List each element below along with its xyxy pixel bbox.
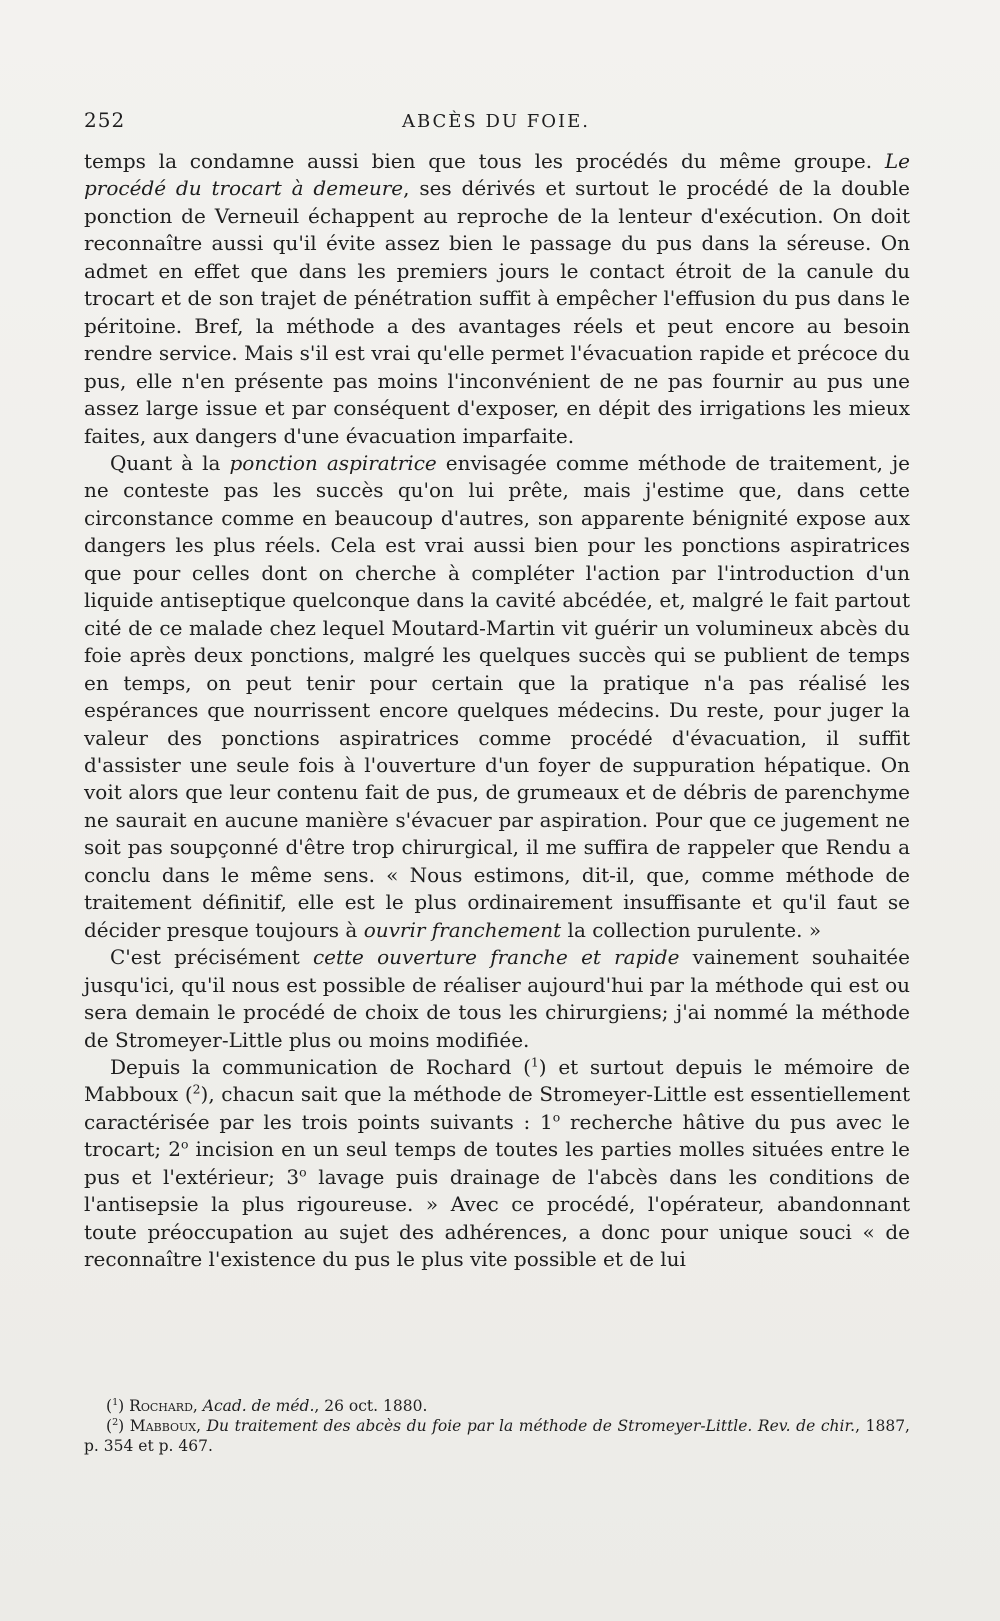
italic-run: ouvrir franchement xyxy=(363,917,562,942)
superscript: 2 xyxy=(192,1081,201,1097)
paragraph xyxy=(84,148,910,450)
paragraph xyxy=(84,1054,910,1274)
footnote xyxy=(84,1416,910,1456)
text-run: Depuis la communication de Rochard ( xyxy=(110,1054,531,1079)
text-run: ) et surtout depuis le mémoire de Mabboux ( xyxy=(84,1054,910,1107)
text-run: temps la condamne aussi bien que tous les procédés du même groupe. xyxy=(84,149,885,173)
text-run: recherche hâtive du pus avec le trocart; 2 xyxy=(84,1109,910,1162)
author-name: Mabboux xyxy=(129,1417,197,1435)
text-run: incision en un seul temps de toutes les parties molles situées entre le pus et l'extérieur; 3 xyxy=(84,1137,910,1189)
running-header xyxy=(84,108,908,138)
paragraph xyxy=(84,944,910,1054)
italic-run: Le procédé du trocart à demeure xyxy=(84,149,910,201)
text-run: ( xyxy=(106,1417,113,1435)
text-run: , 26 oct. 1880. xyxy=(314,1397,428,1415)
text-run: C'est précisément xyxy=(110,945,313,970)
italic-run: Du traitement des abcès du foie par la méthode de Stromeyer-Little. Rev. de chir. xyxy=(206,1417,856,1435)
superscript: 1 xyxy=(112,1396,119,1408)
text-run: lavage puis drainage de l'abcès dans les conditions de l'antisepsie la plus rigoureuse. » Avec ce procédé, l'opérateur, abandonnant toute préoccupation au sujet des adhérences, a donc pour unique souci « de reconnaître l'existence du pus le plus vite possible et de lui xyxy=(84,1164,910,1272)
superscript: 2 xyxy=(112,1416,119,1428)
text-run: , 1887, p. 354 et p. 467. xyxy=(84,1417,910,1455)
footnote xyxy=(84,1396,910,1416)
italic-run: ponction aspiratrice xyxy=(229,450,437,475)
author-name: Rochard xyxy=(129,1397,193,1415)
text-run: Quant à la xyxy=(110,450,230,475)
text-run: , xyxy=(192,1397,203,1415)
text-run: envisagée comme méthode de traitement, je ne conteste pas les succès qu'on lui prête, mais j'estime que, dans cette circonstance comme en beaucoup d'autres, son apparente bénignité expose aux dangers les plus réels. Cela est vrai aussi bien pour les ponctions aspiratrices que pour celles dont on cherche à compléter l'action par l'introduction d'un liquide antiseptique quelconque dans la cavité abcédée, et, malgré le fait partout cité de ce malade chez lequel Moutard-Martin vit guérir un volumineux abcès du foie après deux ponctions, malgré les quelques succès qui se publient de temps en temps, on peut tenir pour certain que la pratique n'a pas réalisé les espérances que nourrissent encore quelques médecins. Du reste, pour juger la valeur des ponctions aspiratrices comme procédé d'évacuation, il suffit d'assister une seule fois à l'ouverture d'un foyer de suppuration hépatique. On voit alors que leur contenu fait de pus, de grumeaux et de débris de parenchyme ne saurait en aucune manière s'évacuer par aspiration. Pour que ce jugement ne soit pas soupçonné d'être trop chirurgical, il me suffira de rappeler que Rendu a conclu dans le même sens. « Nous estimons, dit-il, que, comme méthode de traitement définitif, elle est le plus ordinairement insuffisante et qu'il faut se décider presque toujours à xyxy=(84,450,911,942)
footnotes xyxy=(84,1396,910,1456)
body-text xyxy=(84,148,910,1274)
italic-run: Acad. de méd. xyxy=(202,1397,315,1415)
paragraph xyxy=(84,450,910,944)
italic-run: cette ouverture franche et rapide xyxy=(312,945,680,970)
text-run: vainement souhaitée jusqu'ici, qu'il nous est possible de réaliser aujourd'hui par la méthode qui est ou sera demain le procédé de choix de tous les chirurgiens; j'ai nommé la méthode de Stromeyer-Little plus ou moins modifiée. xyxy=(84,945,910,1052)
running-title: ABCÈS DU FOIE. xyxy=(401,111,591,132)
text-run: , ses dérivés et surtout le procédé de la double ponction de Verneuil échappent au reproche de la lenteur d'exécution. On doit reconnaître aussi qu'il évite assez bien le passage du pus dans la séreuse. On admet en effet que dans les premiers jours le contact étroit de la canule du trocart et de son trajet de pénétration suffit à empêcher l'effusion du pus dans le péritoine. Bref, la méthode a des avantages réels et peut encore au besoin rendre service. Mais s'il est vrai qu'elle permet l'évacuation rapide et précoce du pus, elle n'en présente pas moins l'inconvénient de ne pas fournir au pus une assez large issue et par conséquent d'exposer, en dépit des irrigations les mieux faites, aux dangers d'une évacuation imparfaite. xyxy=(84,176,910,448)
text-run: ) xyxy=(118,1397,130,1415)
text-run: ) xyxy=(118,1417,130,1435)
page-number: 252 xyxy=(84,108,126,132)
superscript: o xyxy=(299,1164,307,1180)
superscript: 1 xyxy=(530,1054,539,1070)
superscript: o xyxy=(552,1109,561,1125)
text-run: , xyxy=(196,1417,207,1435)
text-run: la collection purulente. » xyxy=(561,917,822,942)
text-run: ( xyxy=(106,1397,113,1415)
text-run: ), chacun sait que la méthode de Stromeyer-Little est essentiellement caractérisée par les trois points suivants : 1 xyxy=(84,1082,910,1134)
superscript: o xyxy=(180,1136,189,1152)
